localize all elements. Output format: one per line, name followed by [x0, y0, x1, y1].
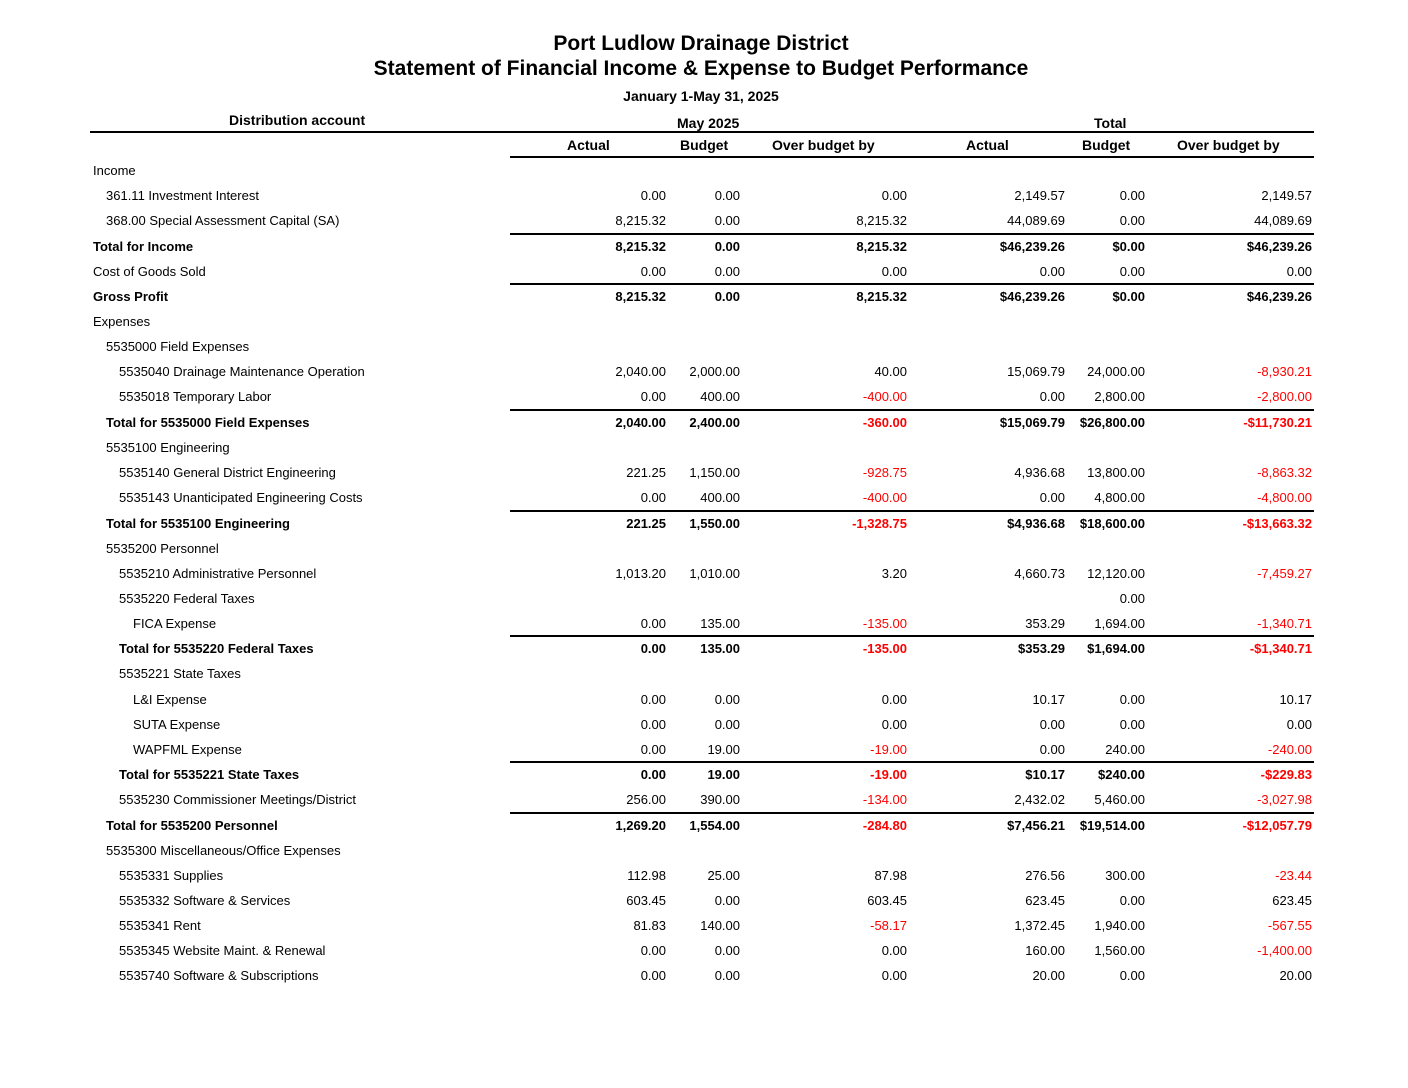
total-row: [90, 818, 1314, 843]
total-budget-value: $240.00: [1098, 767, 1145, 782]
may-over-budget-value: 3.20: [881, 566, 907, 581]
may-actual-value: 81.83: [633, 918, 666, 933]
total-row: [90, 641, 1314, 666]
may-over-budget-value: -134.00: [862, 792, 907, 807]
account-label: Total for 5535221 State Taxes: [119, 767, 300, 782]
total-over-budget-value: -3,027.98: [1257, 792, 1312, 807]
account-label: 5535221 State Taxes: [119, 666, 241, 681]
may-actual-value: 0.00: [640, 389, 666, 404]
may-actual-value: 221.25: [626, 465, 666, 480]
may-budget-value: 0.00: [714, 692, 740, 707]
total-over-budget-value: 10.17: [1279, 692, 1312, 707]
account-label: 5535300 Miscellaneous/Office Expenses: [106, 843, 341, 858]
total-actual-value: $10.17: [1025, 767, 1065, 782]
may-over-budget-value: -58.17: [870, 918, 907, 933]
account-label: 5535140 General District Engineering: [119, 465, 336, 480]
total-actual-value: 353.29: [1025, 616, 1065, 631]
may-budget-value: 25.00: [707, 868, 740, 883]
total-budget-value: 1,694.00: [1094, 616, 1145, 631]
total-over-budget-value: -$229.83: [1260, 767, 1312, 782]
total-actual-value: 15,069.79: [1007, 364, 1065, 379]
total-actual-value: $46,239.26: [999, 239, 1065, 254]
total-budget-value: 24,000.00: [1087, 364, 1145, 379]
account-label: Total for Income: [93, 239, 194, 254]
may-budget-value: 390.00: [700, 792, 740, 807]
total-budget-value: 13,800.00: [1087, 465, 1145, 480]
table-row: [90, 968, 1314, 993]
table-row: [90, 893, 1314, 918]
may-actual-value: 0.00: [640, 692, 666, 707]
table-row: [90, 163, 1314, 188]
may-over-budget-value: 0.00: [881, 692, 907, 707]
may-over-budget-value: 603.45: [867, 893, 907, 908]
may-actual-value: 0.00: [640, 968, 666, 983]
account-label: 5535740 Software & Subscriptions: [119, 968, 319, 983]
total-actual-value: 10.17: [1032, 692, 1065, 707]
account-label: 368.00 Special Assessment Capital (SA): [106, 213, 340, 228]
total-actual-value: 623.45: [1025, 893, 1065, 908]
total-rule: [510, 761, 1314, 763]
total-row: [90, 415, 1314, 440]
may-actual-value: 8,215.32: [615, 289, 666, 304]
total-rule: [510, 283, 1314, 285]
may-budget-value: 1,554.00: [689, 818, 740, 833]
account-label: 5535100 Engineering: [106, 440, 230, 455]
may-over-budget-value: 0.00: [881, 968, 907, 983]
total-actual-value: 160.00: [1025, 943, 1065, 958]
may-over-budget-value: -284.80: [862, 818, 907, 833]
total-over-budget-value: -23.44: [1275, 868, 1312, 883]
may-budget-value: 140.00: [700, 918, 740, 933]
column-header-may-budget: Budget: [680, 137, 729, 153]
total-budget-value: 5,460.00: [1094, 792, 1145, 807]
total-actual-value: 2,432.02: [1014, 792, 1065, 807]
may-over-budget-value: -928.75: [862, 465, 907, 480]
total-over-budget-value: 0.00: [1286, 717, 1312, 732]
may-budget-value: 1,150.00: [689, 465, 740, 480]
may-over-budget-value: 0.00: [881, 188, 907, 203]
may-over-budget-value: 8,215.32: [856, 213, 907, 228]
total-budget-value: 0.00: [1119, 213, 1145, 228]
total-rule: [510, 233, 1314, 235]
total-budget-value: 0.00: [1119, 692, 1145, 707]
may-budget-value: 19.00: [707, 767, 740, 782]
total-over-budget-value: -567.55: [1267, 918, 1312, 933]
may-over-budget-value: -19.00: [870, 767, 907, 782]
may-budget-value: 0.00: [714, 893, 740, 908]
total-over-budget-value: -1,400.00: [1257, 943, 1312, 958]
table-row: [90, 440, 1314, 465]
total-rule: [510, 409, 1314, 411]
table-row: [90, 465, 1314, 490]
table-row: [90, 943, 1314, 968]
header-rule-bottom: [510, 156, 1314, 158]
account-label: Total for 5535000 Field Expenses: [106, 415, 310, 430]
may-budget-value: 0.00: [714, 968, 740, 983]
total-budget-value: 0.00: [1119, 188, 1145, 203]
total-budget-value: $18,600.00: [1079, 516, 1145, 531]
total-budget-value: $1,694.00: [1087, 641, 1145, 656]
total-over-budget-value: -240.00: [1267, 742, 1312, 757]
column-header-total-over: Over budget by: [1177, 137, 1280, 153]
table-row: [90, 566, 1314, 591]
total-budget-value: 0.00: [1119, 717, 1145, 732]
may-actual-value: 0.00: [640, 943, 666, 958]
may-budget-value: 0.00: [714, 264, 740, 279]
total-row: [90, 239, 1314, 264]
may-budget-value: 400.00: [700, 490, 740, 505]
may-budget-value: 0.00: [714, 289, 740, 304]
may-over-budget-value: 8,215.32: [856, 239, 907, 254]
table-row: [90, 868, 1314, 893]
total-over-budget-value: $46,239.26: [1246, 239, 1312, 254]
table-row: [90, 541, 1314, 566]
total-actual-value: $46,239.26: [999, 289, 1065, 304]
may-over-budget-value: 0.00: [881, 717, 907, 732]
account-label: 5535345 Website Maint. & Renewal: [119, 943, 326, 958]
may-over-budget-value: 87.98: [874, 868, 907, 883]
total-over-budget-value: -4,800.00: [1257, 490, 1312, 505]
header-rule-top: [90, 131, 1314, 133]
total-actual-value: 0.00: [1039, 742, 1065, 757]
may-budget-value: 0.00: [714, 213, 740, 228]
total-budget-value: 2,800.00: [1094, 389, 1145, 404]
may-budget-value: 135.00: [700, 616, 740, 631]
total-budget-value: 4,800.00: [1094, 490, 1145, 505]
total-row: [90, 289, 1314, 314]
account-label: Income: [93, 163, 136, 178]
total-over-budget-value: 44,089.69: [1254, 213, 1312, 228]
account-label: 5535220 Federal Taxes: [119, 591, 255, 606]
table-row: [90, 264, 1314, 289]
total-budget-value: 0.00: [1119, 893, 1145, 908]
may-actual-value: 0.00: [640, 616, 666, 631]
total-rule: [510, 812, 1314, 814]
account-label: 5535143 Unanticipated Engineering Costs: [119, 490, 363, 505]
total-budget-value: 300.00: [1105, 868, 1145, 883]
total-over-budget-value: 20.00: [1279, 968, 1312, 983]
total-actual-value: 1,372.45: [1014, 918, 1065, 933]
account-label: 361.11 Investment Interest: [106, 188, 259, 203]
may-over-budget-value: -360.00: [862, 415, 907, 430]
total-budget-value: 12,120.00: [1087, 566, 1145, 581]
may-over-budget-value: -19.00: [870, 742, 907, 757]
total-over-budget-value: -1,340.71: [1257, 616, 1312, 631]
total-row: [90, 767, 1314, 792]
table-row: [90, 616, 1314, 641]
may-over-budget-value: 0.00: [881, 264, 907, 279]
may-budget-value: 0.00: [714, 943, 740, 958]
may-actual-value: 8,215.32: [615, 239, 666, 254]
column-header-total-budget: Budget: [1082, 137, 1131, 153]
total-actual-value: 4,660.73: [1014, 566, 1065, 581]
account-label: 5535040 Drainage Maintenance Operation: [119, 364, 365, 379]
may-actual-value: 256.00: [626, 792, 666, 807]
may-budget-value: 135.00: [700, 641, 740, 656]
total-budget-value: 0.00: [1119, 968, 1145, 983]
account-label: 5535018 Temporary Labor: [119, 389, 272, 404]
column-header-may-actual: Actual: [567, 137, 610, 153]
may-over-budget-value: 40.00: [874, 364, 907, 379]
total-over-budget-value: 2,149.57: [1261, 188, 1312, 203]
total-budget-value: $19,514.00: [1079, 818, 1145, 833]
report-org-title: Port Ludlow Drainage District: [553, 32, 849, 55]
account-label: Total for 5535220 Federal Taxes: [119, 641, 314, 656]
total-actual-value: 0.00: [1039, 717, 1065, 732]
account-label: 5535000 Field Expenses: [106, 339, 250, 354]
total-actual-value: 0.00: [1039, 389, 1065, 404]
table-row: [90, 314, 1314, 339]
may-actual-value: 1,013.20: [615, 566, 666, 581]
table-row: [90, 188, 1314, 213]
may-budget-value: 0.00: [714, 717, 740, 732]
account-label: 5535341 Rent: [119, 918, 201, 933]
column-header-account: Distribution account: [229, 112, 366, 128]
may-actual-value: 0.00: [640, 490, 666, 505]
total-rule: [510, 635, 1314, 637]
may-budget-value: 19.00: [707, 742, 740, 757]
account-label: SUTA Expense: [133, 717, 221, 732]
may-budget-value: 2,000.00: [689, 364, 740, 379]
total-row: [90, 516, 1314, 541]
may-actual-value: 0.00: [640, 188, 666, 203]
may-over-budget-value: -400.00: [862, 389, 907, 404]
account-label: Expenses: [93, 314, 151, 329]
report-period: January 1-May 31, 2025: [623, 88, 779, 104]
account-label: 5535230 Commissioner Meetings/District: [119, 792, 356, 807]
account-label: FICA Expense: [133, 616, 217, 631]
may-over-budget-value: -400.00: [862, 490, 907, 505]
account-label: 5535332 Software & Services: [119, 893, 291, 908]
total-budget-value: $0.00: [1112, 239, 1145, 254]
account-label: Gross Profit: [93, 289, 169, 304]
account-label: Total for 5535100 Engineering: [106, 516, 290, 531]
table-row: [90, 742, 1314, 767]
may-actual-value: 0.00: [640, 264, 666, 279]
table-row: [90, 666, 1314, 691]
account-label: L&I Expense: [133, 692, 207, 707]
may-actual-value: 0.00: [640, 717, 666, 732]
may-over-budget-value: -135.00: [862, 641, 907, 656]
may-actual-value: 1,269.20: [615, 818, 666, 833]
may-budget-value: 1,550.00: [689, 516, 740, 531]
total-actual-value: $4,936.68: [1007, 516, 1065, 531]
table-row: [90, 692, 1314, 717]
table-row: [90, 364, 1314, 389]
total-actual-value: $7,456.21: [1007, 818, 1065, 833]
total-over-budget-value: -$12,057.79: [1242, 818, 1312, 833]
total-actual-value: $15,069.79: [999, 415, 1065, 430]
may-over-budget-value: 8,215.32: [856, 289, 907, 304]
total-actual-value: 44,089.69: [1007, 213, 1065, 228]
table-row: [90, 918, 1314, 943]
may-actual-value: 2,040.00: [615, 415, 666, 430]
total-actual-value: $353.29: [1018, 641, 1065, 656]
total-over-budget-value: -$13,663.32: [1242, 516, 1312, 531]
column-group-may: May 2025: [677, 115, 740, 131]
table-row: [90, 717, 1314, 742]
total-actual-value: 0.00: [1039, 264, 1065, 279]
may-budget-value: 0.00: [714, 188, 740, 203]
may-budget-value: 2,400.00: [689, 415, 740, 430]
total-over-budget-value: 623.45: [1272, 893, 1312, 908]
may-over-budget-value: -135.00: [862, 616, 907, 631]
may-actual-value: 0.00: [640, 742, 666, 757]
column-header-total-actual: Actual: [966, 137, 1009, 153]
total-over-budget-value: -$1,340.71: [1249, 641, 1312, 656]
total-budget-value: 240.00: [1105, 742, 1145, 757]
total-actual-value: 0.00: [1039, 490, 1065, 505]
total-actual-value: 2,149.57: [1014, 188, 1065, 203]
total-budget-value: 1,560.00: [1094, 943, 1145, 958]
total-over-budget-value: $46,239.26: [1246, 289, 1312, 304]
total-over-budget-value: -8,863.32: [1257, 465, 1312, 480]
table-row: [90, 339, 1314, 364]
account-label: Total for 5535200 Personnel: [106, 818, 278, 833]
may-actual-value: 603.45: [626, 893, 666, 908]
account-label: WAPFML Expense: [133, 742, 242, 757]
total-over-budget-value: -8,930.21: [1257, 364, 1312, 379]
table-row: [90, 843, 1314, 868]
may-budget-value: 1,010.00: [689, 566, 740, 581]
total-budget-value: $26,800.00: [1079, 415, 1145, 430]
total-budget-value: 1,940.00: [1094, 918, 1145, 933]
report-title: Statement of Financial Income & Expense to Budget Performance: [373, 57, 1029, 80]
table-row: [90, 591, 1314, 616]
total-over-budget-value: 0.00: [1286, 264, 1312, 279]
may-budget-value: 0.00: [714, 239, 740, 254]
account-label: 5535331 Supplies: [119, 868, 224, 883]
may-actual-value: 112.98: [627, 868, 666, 883]
total-rule: [510, 510, 1314, 512]
may-actual-value: 0.00: [640, 641, 666, 656]
may-actual-value: 0.00: [640, 767, 666, 782]
may-actual-value: 8,215.32: [615, 213, 666, 228]
total-over-budget-value: -7,459.27: [1257, 566, 1312, 581]
total-actual-value: 20.00: [1032, 968, 1065, 983]
may-actual-value: 2,040.00: [615, 364, 666, 379]
total-budget-value: 0.00: [1119, 264, 1145, 279]
column-group-total: Total: [1094, 115, 1127, 131]
total-actual-value: 4,936.68: [1014, 465, 1065, 480]
total-over-budget-value: -2,800.00: [1257, 389, 1312, 404]
total-budget-value: $0.00: [1112, 289, 1145, 304]
total-actual-value: 276.56: [1025, 868, 1065, 883]
account-label: 5535200 Personnel: [106, 541, 219, 556]
may-budget-value: 400.00: [700, 389, 740, 404]
total-over-budget-value: -$11,730.21: [1243, 415, 1312, 430]
total-budget-value: 0.00: [1119, 591, 1145, 606]
column-header-may-over: Over budget by: [772, 137, 875, 153]
account-label: 5535210 Administrative Personnel: [119, 566, 317, 581]
may-over-budget-value: 0.00: [881, 943, 907, 958]
may-over-budget-value: -1,328.75: [852, 516, 907, 531]
account-label: Cost of Goods Sold: [93, 264, 206, 279]
may-actual-value: 221.25: [626, 516, 666, 531]
